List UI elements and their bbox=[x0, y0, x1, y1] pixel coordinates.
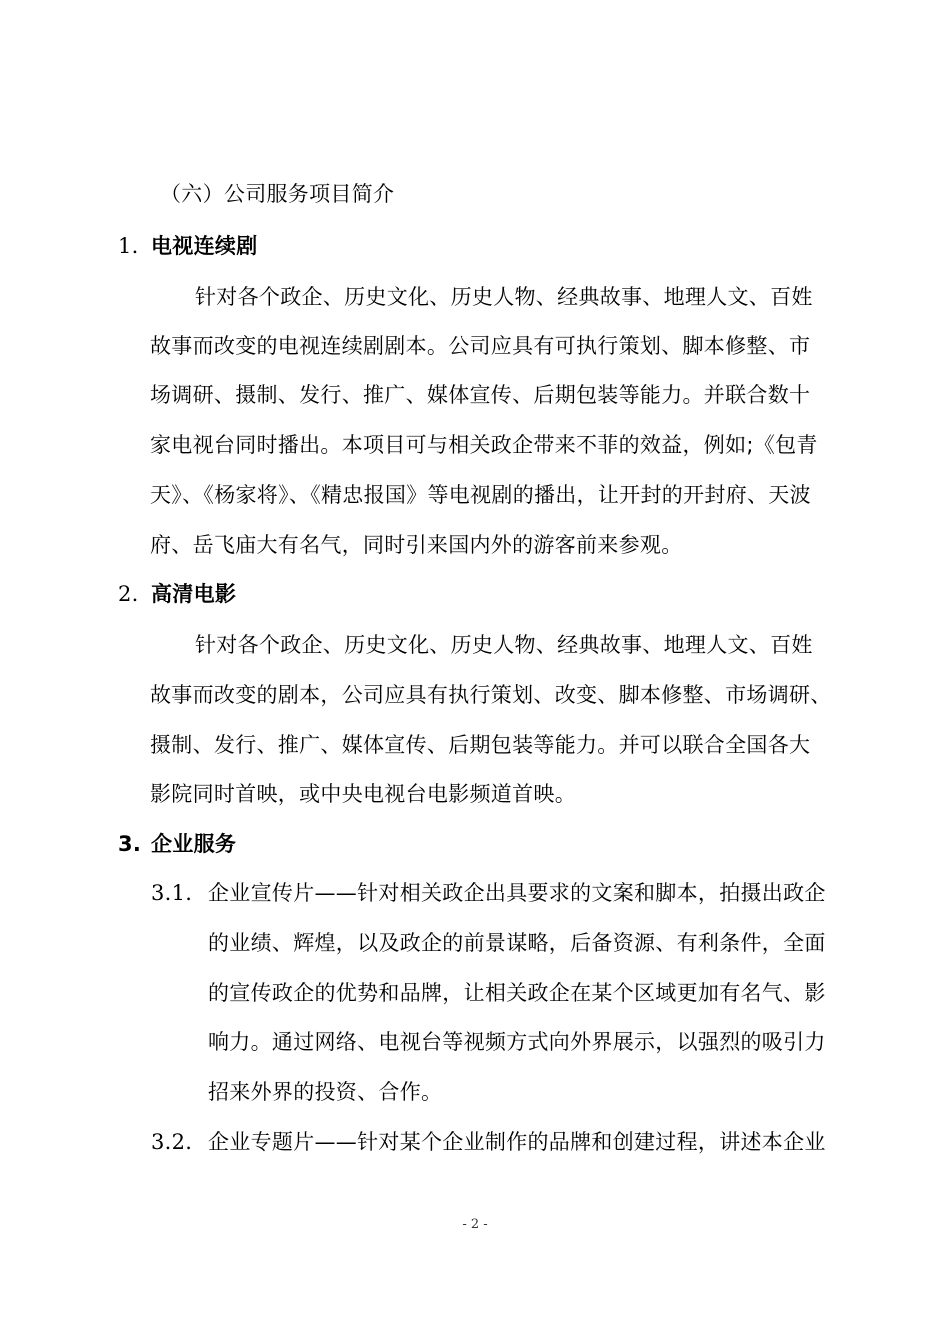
item-1-paragraph-line: 针对各个政企、历史文化、历史人物、经典故事、地理人文、百姓 bbox=[195, 285, 813, 309]
item-2-paragraph-line: 摄制、发行、推广、媒体宣传、后期包装等能力。并可以联合全国各大 bbox=[150, 733, 811, 757]
item-1-paragraph-line: 场调研、摄制、发行、推广、媒体宣传、后期包装等能力。并联合数十 bbox=[150, 383, 811, 407]
subitem-3-1-line: 响力。通过网络、电视台等视频方式向外界展示，以强烈的吸引力 bbox=[208, 1030, 826, 1054]
subitem-3-1-line: 企业宣传片——针对相关政企出具要求的文案和脚本，拍摄出政企 bbox=[208, 881, 826, 905]
item-2-paragraph-line: 故事而改变的剧本，公司应具有执行策划、改变、脚本修整、市场调研、 bbox=[150, 683, 832, 707]
item-3-number: 3. bbox=[118, 832, 142, 856]
item-2-title: 高清电影 bbox=[151, 582, 237, 606]
item-2-paragraph-line: 影院同时首映，或中央电视台电影频道首映。 bbox=[150, 782, 576, 806]
subitem-3-2-number: 3.2. bbox=[151, 1130, 193, 1154]
item-1-title: 电视连续剧 bbox=[151, 234, 258, 258]
subitem-3-1-line: 的业绩、辉煌，以及政企的前景谋略，后备资源、有利条件，全面 bbox=[208, 931, 826, 955]
section-heading: （六）公司服务项目简介 bbox=[160, 182, 395, 206]
item-1-paragraph-line: 府、岳飞庙大有名气，同时引来国内外的游客前来参观。 bbox=[150, 533, 683, 557]
item-2-number: 2. bbox=[118, 582, 139, 606]
item-2-paragraph-line: 针对各个政企、历史文化、历史人物、经典故事、地理人文、百姓 bbox=[195, 633, 813, 657]
item-1-number: 1. bbox=[118, 234, 139, 258]
item-1-paragraph-line: 天》、《杨家将》、《精忠报国》等电视剧的播出，让开封的开封府、天波 bbox=[150, 483, 811, 507]
subitem-3-1-line: 招来外界的投资、合作。 bbox=[208, 1080, 443, 1104]
page-number: - 2 - bbox=[462, 1217, 488, 1232]
subitem-3-2-line: 企业专题片——针对某个企业制作的品牌和创建过程，讲述本企业 bbox=[208, 1130, 826, 1154]
item-1-paragraph-line: 故事而改变的电视连续剧剧本。公司应具有可执行策划、脚本修整、市 bbox=[150, 334, 811, 358]
subitem-3-1-number: 3.1. bbox=[151, 881, 193, 905]
item-3-title: 企业服务 bbox=[151, 832, 237, 856]
subitem-3-1-line: 的宣传政企的优势和品牌，让相关政企在某个区域更加有名气、影 bbox=[208, 981, 826, 1005]
item-1-paragraph-line: 家电视台同时播出。本项目可与相关政企带来不菲的效益，例如;《包青 bbox=[150, 433, 818, 457]
